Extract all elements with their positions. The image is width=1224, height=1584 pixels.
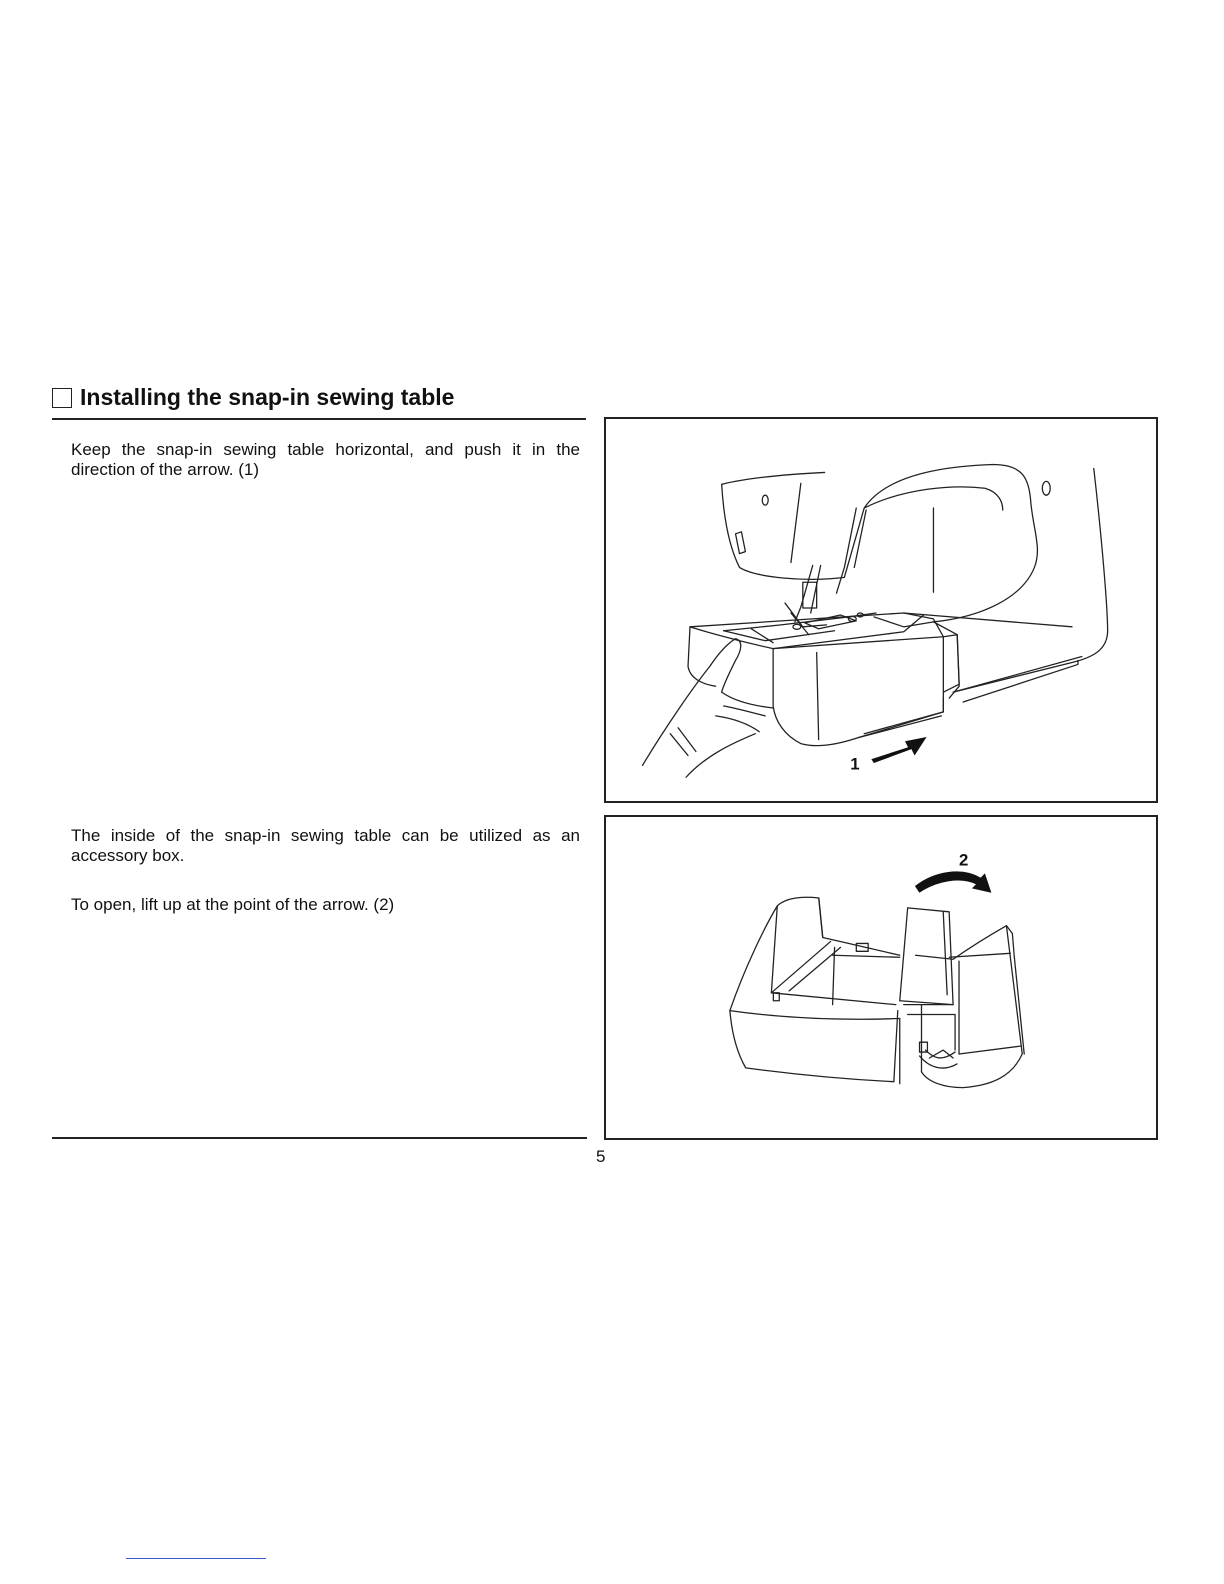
instruction-paragraph-2: The inside of the snap-in sewing table can be utilized as an accessory box. (71, 826, 580, 865)
arrow-right-icon (872, 738, 925, 763)
curved-arrow-icon (916, 872, 991, 892)
section-title: Installing the snap-in sewing table (80, 384, 455, 410)
instruction-paragraph-1: Keep the snap-in sewing table horizontal, and push it in the direction of the arrow. (1) (71, 440, 580, 479)
section-heading (52, 384, 586, 420)
scan-artifact-line (126, 1558, 266, 1559)
page-number: 5 (596, 1147, 606, 1166)
sewing-machine-illustration (606, 419, 1156, 801)
bottom-rule (52, 1137, 587, 1139)
accessory-box-illustration (606, 817, 1156, 1138)
figure-install-table (604, 417, 1158, 803)
figure-accessory-box (604, 815, 1158, 1140)
figure-1-callout: 1 (850, 754, 860, 774)
checkbox-square-icon (52, 388, 72, 408)
figure-2-callout: 2 (959, 850, 969, 870)
instruction-paragraph-3: To open, lift up at the point of the arrow. (2) (71, 895, 395, 914)
